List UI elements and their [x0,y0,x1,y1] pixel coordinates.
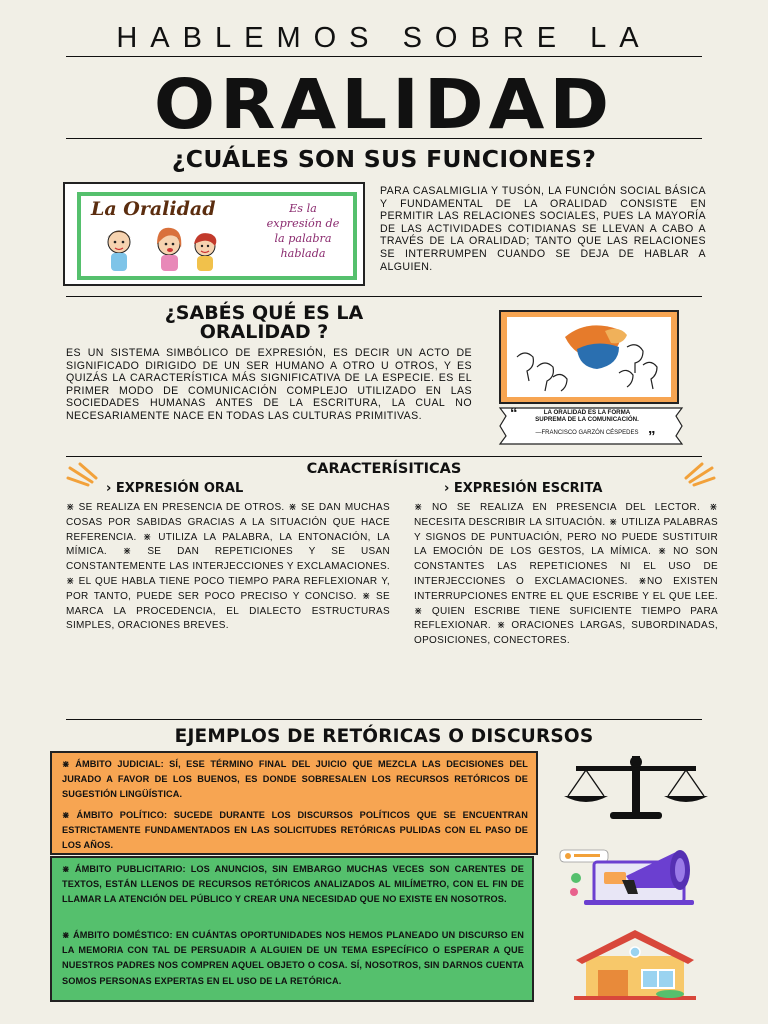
quote-close-icon: ” [648,428,656,445]
characteristics-heading: CARACTERÍSITICAS [306,461,462,477]
divider [66,56,702,57]
oral-heading: › EXPRESIÓN ORAL [106,481,244,496]
quote-author: —FRANCISCO GARZÓN CÉSPEDES [535,430,639,436]
divider [66,138,702,139]
people-illustration [499,310,679,404]
scale-icon [558,752,714,822]
divider [66,296,702,297]
domestico-text: ⋇ ÁMBITO DOMÉSTICO: EN CUÁNTAS OPORTUNIDADES NOS HEMOS PLANEADO UN DISCURSO EN LA MEMORIA CON TAL DE PERSUADIR A ALGUIEN DE UN TEMA ESPECÍFICO O ESPERAR A QUE NUESTROS PADRES NOS COMPREN AQUEL OBJETO O COSA. SÍ, NOSOTROS, SIN DARNOS CUENTA SOMOS PERSONAS EXPERTAS EN EL USO DE LA RETÓRICA. [62,930,524,986]
written-text: ⋇ NO SE REALIZA EN PRESENCIA DEL LECTOR. ⋇ NECESITA DESCRIBIR LA SITUACIÓN. ⋇ UTILIZA PALABRAS Y SIGNOS DE PUNTUACIÓN, PERO NO PUEDE SUSTITUIR LA EMOCIÓN DE LOS GESTOS, LA MÍMICA. ⋇ NO SON CONSTANTES LAS REPETICIONES NI EL USO DE INTERJECCIONES O EXCLAMACIONES. ⋇NO EXISTEN INTERRUPCIONES ENTRE EL QUE ESCRIBE Y EL QUE LEE. ⋇ QUIEN ESCRIBE TIENE SUFICIENTE TIEMPO PARA REFLEXIONAR. ⋇ ORACIONES LARGAS, SUBORDINADAS, OPOSICIONES, CONECTORES. [414,502,718,647]
politico-text: ⋇ ÁMBITO POLÍTICO: SUCEDE DURANTE LOS DISCURSOS POLÍTICOS QUE SE ENCUENTRAN ESTRICTAMENTE FUNDAMENTADOS EN LAS SOLICITUDES RETÓRICAS PULIDAS CON EL PASO DE LOS AÑOS. [62,810,528,851]
quote-open-icon: “ [510,405,518,422]
image-caption-text: Es la expresión de la palabra hablada [266,202,340,260]
quote-text: LA ORALIDAD ES LA FORMA SUPREMA DE LA COMUNICACIÓN. [535,409,639,424]
green-examples-box [50,856,534,1002]
judicial-text: ⋇ ÁMBITO JUDICIAL: SÍ, ESE TÉRMINO FINAL DEL JUICIO QUE MEZCLA LAS DECISIONES DEL JURADO A FAVOR DE LOS BUENOS, ES DONDE SOBRESALEN LOS RECURSOS RETÓRICOS DE SUGESTIÓN LINGÜÍSTICA. [62,759,528,800]
oral-text: ⋇ SE REALIZA EN PRESENCIA DE OTROS. ⋇ SE DAN MUCHAS COSAS POR SABIDAS GRACIAS A LA SITUACIÓN QUE HACE REFERENCIA. ⋇ UTILIZA LA PALABRA, LA ENTONACIÓN, LA MÍMICA. ⋇ SE DAN REPETICIONES Y SE USAN CONSTANTEMENTE LAS INTERJECCIONES Y EXCLAMACIONES. ⋇ EL QUE HABLA TIENE POCO TIEMPO PARA REFLEXIONAR Y, POR TANTO, PUEDE SER POCO PRECISO Y CONCISO. ⋇ SE MARCA LA PROCEDENCIA, EL DIALECTO ESTRUCTURAS SIMPLES, ORACIONES BREVES. [66,502,390,632]
orange-examples-box [50,751,538,855]
publicitario-text: ⋇ ÁMBITO PUBLICITARIO: LOS ANUNCIOS, SIN EMBARGO MUCHAS VECES SON CARENTES DE TEXTOS, ESTÁN LLENOS DE RECURSOS RETÓRICOS ANALIZADOS AL MILÍMETRO, CON EL FIN DE LLAMAR LA ATENCIÓN DEL PÚBLICO Y CREAR UNA NECESIDAD QUE NO EXISTE EN NOSOTROS. [62,864,524,905]
what-is-heading: ¿SABÉS QUÉ ES LA ORALIDAD ? [164,302,364,343]
what-is-text: ES UN SISTEMA SIMBÓLICO DE EXPRESIÓN, ES DECIR UN ACTO DE SIGNIFICADO DIRIGIDO DE UN SER HUMANO A OTRO U OTROS, Y ES QUIZÁS LA CARACTERÍSTICA MÁS SIGNIFICATIVA DE LA ESPECIE. ES EL PRIMER MODO DE COMUNICACIÓN COMPLEJO UTILIZADO EN LAS SOCIEDADES HUMANAS ANTES DE LA ESCRITURA, LA CUAL NO NECESARIAMENTE NACE EN TODAS LAS CULTURAS PRIMITIVAS. [66,347,472,422]
functions-text: PARA CASALMIGLIA Y TUSÓN, LA FUNCIÓN SOCIAL BÁSICA Y FUNDAMENTAL DE LA ORALIDAD CONSISTE EN PERMITIR LAS RELACIONES SOCIALES, PUES LA MAYORÍA DE LAS ACTIVIDADES COTIDIANAS SE LLEVAN A CABO A TRAVÉS DE LA ORALIDAD; TANTO QUE LAS RELACIONES SE INTERRUMPEN CUANDO SE DEJA DE HABLAR A ALGUIEN. [380,185,706,273]
house-icon [570,926,700,1002]
people-talking-illustration-icon [507,317,671,397]
divider [66,719,702,720]
megaphone-icon [556,838,716,908]
title-top: HABLEMOS SOBRE LA [116,22,652,54]
image-caption-title: La Oralidad [91,198,216,220]
title-main: ORALIDAD [153,64,615,144]
divider [66,456,702,457]
oralidad-image [63,182,365,286]
examples-heading: EJEMPLOS DE RETÓRICAS O DISCURSOS [174,726,594,747]
functions-heading: ¿CUÁLES SON SUS FUNCIONES? [171,145,597,173]
written-heading: › EXPRESIÓN ESCRITA [444,481,603,496]
